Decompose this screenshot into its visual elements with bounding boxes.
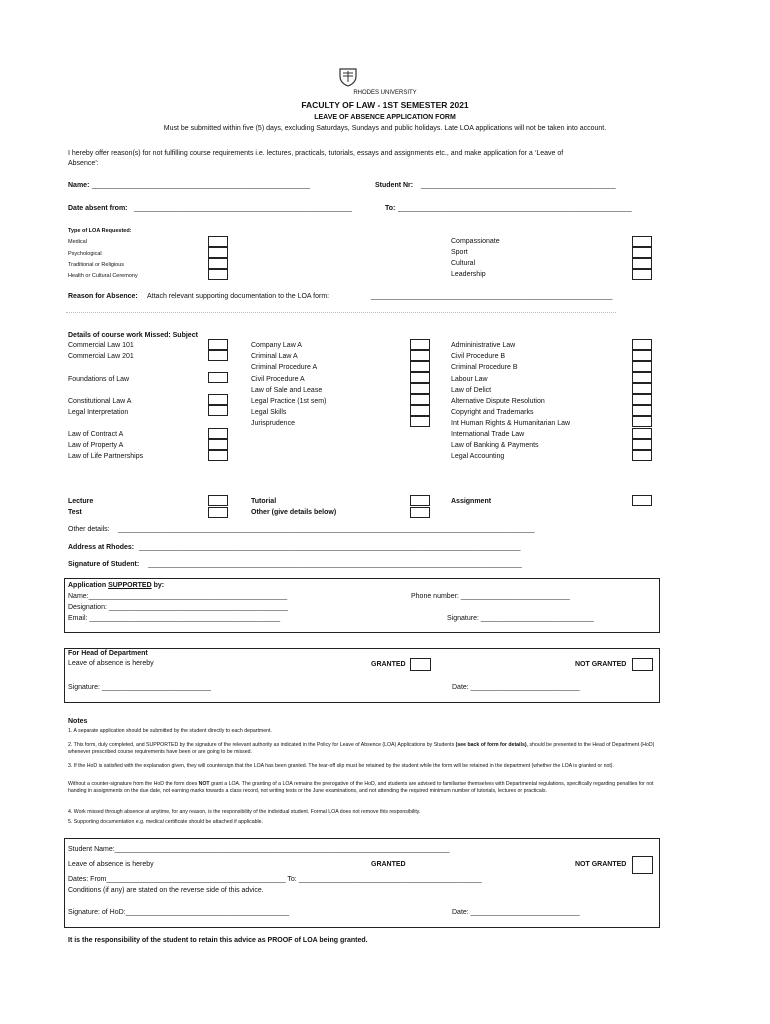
loa-psychological: Psychological — [68, 251, 102, 257]
loa-sport: Sport — [451, 249, 468, 256]
course-labour-law: Labour Law — [451, 376, 488, 383]
address-field[interactable]: __________________________________________________________________________________________________ — [139, 544, 521, 551]
checkbox-course[interactable] — [410, 383, 430, 394]
checkbox-course[interactable] — [410, 339, 430, 350]
checkbox-course[interactable] — [632, 383, 652, 394]
university-name: RHODES UNIVERSITY — [353, 90, 417, 96]
checkbox-leadership[interactable] — [632, 269, 652, 280]
checkbox-course[interactable] — [410, 372, 430, 383]
checkbox-lecture[interactable] — [208, 495, 228, 506]
hod-section — [64, 648, 660, 703]
checkbox-course[interactable] — [208, 372, 228, 383]
deadline-note: Must be submitted within five (5) days, excluding Saturdays, Sundays and public holidays. Late LOA applications will not be taken into account. — [163, 125, 607, 132]
to-field[interactable]: ____________________________________________________________ — [398, 205, 632, 212]
course-administrative-law: Admininistrative Law — [451, 342, 516, 349]
checkbox-course[interactable] — [632, 361, 652, 372]
note-5: 5. Supporting documentation e.g. medical certificate should be attached if applicable. — [68, 819, 263, 825]
checkbox-compassionate[interactable] — [632, 236, 652, 247]
course-law-of-life-partnerships: Law of Life Partnerships — [68, 453, 144, 460]
notes-heading: Notes — [68, 718, 88, 725]
checkbox-slip-not-granted[interactable] — [632, 856, 653, 874]
address-label: Address at Rhodes: — [68, 544, 135, 551]
note-4: 4. Work missed through absence at anytime, for any reason, is the responsibility of the individual student. Formal LOA does not remove this responsibility. — [68, 809, 421, 815]
course-law-of-property-a: Law of Property A — [68, 442, 124, 449]
checkbox-course[interactable] — [632, 339, 652, 350]
course-constitutional-law-a: Constitutional Law A — [68, 398, 132, 405]
slip-conditions-text: Conditions (if any) are stated on the reverse side of this advice. — [68, 887, 264, 894]
checkbox-course[interactable] — [632, 416, 652, 427]
hod-heading: For Head of Department — [68, 650, 148, 657]
to-label: To: — [385, 205, 396, 212]
supported-heading: Application SUPPORTED by: — [68, 582, 165, 589]
intro-line-1: I hereby offer reason(s) for not fulfilling course requirements i.e. lectures, practicals, tutorials, essays and assignments etc., and make application for a ‘Leave of — [68, 150, 564, 157]
hod-leave-text: Leave of absence is hereby — [68, 660, 154, 667]
checkbox-psychological[interactable] — [208, 247, 228, 258]
checkbox-course[interactable] — [208, 405, 228, 416]
checkbox-course[interactable] — [632, 439, 652, 450]
checkbox-course[interactable] — [410, 416, 430, 427]
student-nr-field[interactable]: __________________________________________________ — [421, 182, 616, 189]
checkbox-hod-not-granted[interactable] — [632, 658, 653, 671]
name-field[interactable]: ________________________________________________________ — [92, 182, 311, 189]
course-jurisprudence: Jurisprudence — [251, 420, 295, 427]
form-title: LEAVE OF ABSENCE APPLICATION FORM — [314, 114, 456, 121]
course-foundations-of-law: Foundations of Law — [68, 376, 130, 383]
course-criminal-procedure-b: Criminal Procedure B — [451, 364, 518, 371]
assignment-label: Assignment — [451, 498, 492, 505]
checkbox-course[interactable] — [632, 405, 652, 416]
course-copyright-and-trademarks: Copyright and Trademarks — [451, 409, 534, 416]
checkbox-course[interactable] — [410, 350, 430, 361]
faculty-title: FACULTY OF LAW - 1ST SEMESTER 2021 — [301, 100, 469, 110]
checkbox-tutorial[interactable] — [410, 495, 430, 506]
course-law-of-banking: Law of Banking & Payments — [451, 442, 539, 449]
course-commercial-law-101: Commercial Law 101 — [68, 342, 134, 349]
other-details-label: Other details: — [68, 526, 110, 533]
checkbox-traditional[interactable] — [208, 258, 228, 269]
note-1: 1. A separate application should be submitted by the student directly to each department. — [68, 728, 272, 734]
course-commercial-law-201: Commercial Law 201 — [68, 353, 134, 360]
checkbox-course[interactable] — [410, 361, 430, 372]
supporter-designation-field[interactable]: Designation: ______________________________________________ — [68, 604, 288, 611]
loa-cultural: Cultural — [451, 260, 476, 267]
course-civil-procedure-b: Civil Procedure B — [451, 353, 506, 360]
course-legal-interpretation: Legal Interpretation — [68, 409, 129, 416]
checkbox-course[interactable] — [632, 350, 652, 361]
reason-field[interactable]: ______________________________________________________________ — [371, 293, 613, 300]
dotted-separator — [66, 312, 616, 313]
checkbox-medical[interactable] — [208, 236, 228, 247]
course-legal-accounting: Legal Accounting — [451, 453, 505, 460]
student-nr-label: Student Nr: — [375, 182, 414, 189]
intro-line-2: Absence’: — [68, 160, 99, 167]
checkbox-other[interactable] — [410, 507, 430, 518]
course-legal-practice: Legal Practice (1st sem) — [251, 398, 327, 405]
course-law-of-contract-a: Law of Contract A — [68, 431, 124, 438]
student-signature-field[interactable]: ________________________________________________________________________________________________ — [148, 561, 522, 568]
hod-not-granted-label: NOT GRANTED — [575, 661, 627, 668]
slip-not-granted-label: NOT GRANTED — [575, 861, 627, 868]
slip-date-field[interactable]: Date: ____________________________ — [452, 909, 580, 916]
note-3: 3. If the HoD is satisfied with the explanation given, they will countersign that the LOA has been granted. The tear-off slip must be retained by the student while the form will be retained in the department (whether the LOA is granted or not). — [68, 763, 614, 769]
loa-health-ceremony: Health or Cultural Ceremony — [68, 273, 138, 279]
slip-leave-text: Leave of absence is hereby — [68, 861, 154, 868]
other-details-field[interactable]: ___________________________________________________________________________________________________________ — [118, 526, 535, 533]
name-label: Name: — [68, 182, 90, 189]
course-international-trade-law: International Trade Law — [451, 431, 525, 438]
checkbox-assignment[interactable] — [632, 495, 652, 506]
course-int-human-rights: Int Human Rights & Humanitarian Law — [451, 420, 571, 427]
loa-compassionate: Compassionate — [451, 238, 500, 245]
date-absent-field[interactable]: ________________________________________________________ — [134, 205, 353, 212]
course-law-of-sale-and-lease: Law of Sale and Lease — [251, 387, 323, 394]
loa-leadership: Leadership — [451, 271, 486, 278]
checkbox-health-ceremony[interactable] — [208, 269, 228, 280]
tutorial-label: Tutorial — [251, 498, 277, 505]
checkbox-course[interactable] — [632, 428, 652, 439]
slip-granted-label: GRANTED — [371, 861, 406, 868]
course-law-of-delict: Law of Delict — [451, 387, 492, 394]
loa-traditional: Traditional or Religious — [68, 262, 125, 268]
course-company-law-a: Company Law A — [251, 342, 302, 349]
checkbox-course[interactable] — [208, 339, 228, 350]
checkbox-course[interactable] — [632, 450, 652, 461]
hod-date-field[interactable]: Date: ____________________________ — [452, 684, 580, 691]
course-criminal-procedure-a: Criminal Procedure A — [251, 364, 318, 371]
checkbox-course[interactable] — [632, 394, 652, 405]
course-criminal-law-a: Criminal Law A — [251, 353, 298, 360]
course-civil-procedure-a: Civil Procedure A — [251, 376, 305, 383]
checkbox-sport[interactable] — [632, 247, 652, 258]
hod-signature-field[interactable]: Signature: ____________________________ — [68, 684, 211, 691]
checkbox-course[interactable] — [208, 350, 228, 361]
footer-notice: It is the responsibility of the student to retain this advice as PROOF of LOA being granted. — [68, 937, 368, 944]
checkbox-course[interactable] — [632, 372, 652, 383]
student-signature-label: Signature of Student: — [68, 561, 140, 568]
lecture-label: Lecture — [68, 498, 94, 505]
date-absent-label: Date absent from: — [68, 205, 128, 212]
loa-medical: Medical — [68, 239, 87, 245]
supporter-signature-field[interactable]: Signature: _____________________________ — [447, 615, 594, 622]
reason-label: Reason for Absence: — [68, 293, 138, 300]
note-3-continued: Without a counter-signature from the HoD the form does NOT grant a LOA. The granting of a LOA remains the prerogative of the HoD, and students are advised to familiarise themselves with Departmental regulations, specifically regarding penalties for not handing in assignments on the due date, not earning marks towards a class record, not writing tests or the June examinations, and not attending the required minimum number of tutorials, lectures or practicals. — [68, 781, 654, 794]
checkbox-course[interactable] — [208, 394, 228, 405]
slip-student-name-field[interactable]: Student Name:______________________________________________________________________________________ — [68, 846, 450, 853]
coursework-heading: Details of course work Missed: Subject — [68, 332, 198, 339]
hod-granted-label: GRANTED — [371, 661, 406, 668]
checkbox-course[interactable] — [208, 428, 228, 439]
note-2: 2. This form, duly completed, and SUPPORTED by the signature of the relevant authority as indicated in the Policy for Leave of Absence (LOA) Applications by Students (see back of form for details), should be presented to the Head of Department (HoD) whenever prescribed course requirements have been or are going to be missed. — [68, 742, 655, 755]
course-alternative-dispute-resolution: Alternative Dispute Resolution — [451, 398, 545, 405]
checkbox-test[interactable] — [208, 507, 228, 518]
supporter-email-field[interactable]: Email: _________________________________________________ — [68, 615, 281, 622]
checkbox-course[interactable] — [410, 394, 430, 405]
reason-instruction: Attach relevant supporting documentation to the LOA form: — [147, 293, 330, 300]
slip-dates-field[interactable]: Dates: From______________________________________________ To: _______________________________________________ — [68, 876, 482, 883]
supporter-name-field[interactable]: Name:___________________________________________________ — [68, 593, 288, 600]
checkbox-hod-granted[interactable] — [410, 658, 431, 671]
checkbox-course[interactable] — [208, 450, 228, 461]
checkbox-course[interactable] — [208, 439, 228, 450]
checkbox-course[interactable] — [410, 405, 430, 416]
slip-hod-signature-field[interactable]: Signature: of HoD:__________________________________________ — [68, 909, 290, 916]
loa-type-heading: Type of LOA Requested: — [68, 228, 132, 234]
checkbox-cultural[interactable] — [632, 258, 652, 269]
supporter-phone-field[interactable]: Phone number: ____________________________ — [411, 593, 570, 600]
other-label: Other (give details below) — [251, 509, 337, 516]
course-legal-skills: Legal Skills — [251, 409, 287, 416]
university-crest-icon — [337, 66, 359, 88]
test-label: Test — [68, 509, 82, 516]
